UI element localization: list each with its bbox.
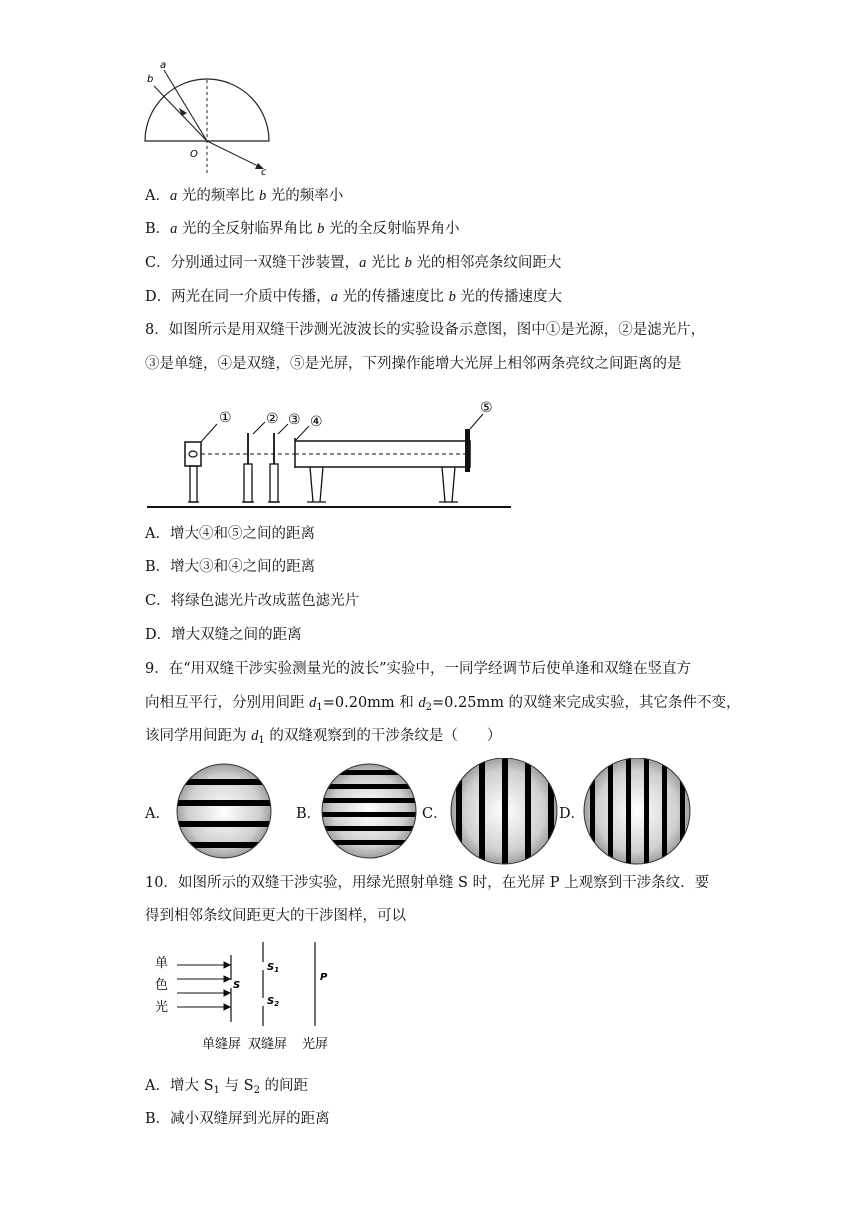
label-b: b [147, 74, 154, 85]
caption-double-slit: 双缝屏 [248, 1037, 288, 1052]
label-4: ④ [310, 414, 323, 430]
q8-stem-line2: ③是单缝，④是双缝，⑤是光屏，下列操作能增大光屏上相邻两条亮纹之间距离的是 [145, 356, 682, 372]
q10-option-a: A．增大 $S_1$ 与 $S_2$ 的间距 [145, 1078, 309, 1096]
screen [465, 429, 470, 472]
q8-option-a: A．增大④和⑤之间的距离 [145, 526, 315, 542]
label-a: a [160, 60, 167, 71]
q9-line1: 9．在“用双缝干涉实验测量光的波长”实验中，一同学经调节后使单逢和双缝在竖直方 [145, 661, 692, 677]
label-5: ⑤ [480, 400, 493, 416]
double-slit-apparatus-figure [145, 396, 515, 514]
ray-a [164, 70, 207, 141]
q7-option-c: C．分别通过同一双缝干涉装置，a 光比 b 光的相邻亮条纹间距大 [145, 255, 562, 271]
light-char-3: 光 [155, 1000, 169, 1015]
q10-option-b: B．减小双缝屏到光屏的距离 [145, 1111, 330, 1127]
ray-c [207, 141, 262, 168]
label-3: ③ [288, 412, 301, 428]
q8-stem-line1: 8．如图所示是用双缝干涉测光波波长的实验设备示意图，图中①是光源，②是滤光片， [145, 322, 706, 338]
q7-option-a: A．a 光的频率比 b 光的频率小 [145, 188, 344, 204]
double-slit-setup-figure [150, 940, 340, 1055]
fringe-label-b: B． [296, 806, 322, 822]
q8-option-b: B．增大③和④之间的距离 [145, 559, 316, 575]
q8-option-c: C．将绿色滤光片改成蓝色滤光片 [145, 593, 360, 609]
fringe-option-b [316, 764, 426, 858]
q10-line2: 得到相邻条纹间距更大的干涉图样，可以 [145, 908, 406, 924]
q7-option-b: B．a 光的全反射临界角比 b 光的全反射临界角小 [145, 221, 460, 237]
caption-light-screen: 光屏 [302, 1037, 329, 1052]
q10-line1: 10．如图所示的双缝干涉实验，用绿光照射单缝 S 时，在光屏 P 上观察到干涉条纹．要 [145, 875, 710, 891]
refraction-figure [140, 58, 275, 178]
label-s2: $S_2$ [267, 996, 280, 1008]
ray-b [154, 86, 207, 141]
fringe-label-c: C． [422, 806, 448, 822]
q8-option-d: D．增大双缝之间的距离 [145, 627, 302, 643]
ray-b-arrow [179, 108, 187, 116]
label-2: ② [266, 411, 279, 427]
label-c: c [261, 167, 267, 178]
label-s: S [233, 980, 241, 991]
light-char-2: 色 [155, 978, 169, 993]
lens-icon [189, 451, 197, 457]
label-p: P [320, 972, 328, 983]
label-1: ① [219, 410, 232, 426]
q9-line2: 向相互平行，分别用间距 $d_1=0.20mm$ 和 $d_2=0.25mm$ 的双缝来完成实验，其它条件不变， [145, 695, 741, 713]
fringe-option-c [451, 758, 557, 866]
q9-line3: 该同学用间距为 $d_1$ 的双缝观察到的干涉条纹是（ ） [145, 728, 502, 746]
tube [295, 438, 470, 468]
label-o: O [190, 149, 198, 160]
caption-single-slit: 单缝屏 [202, 1037, 242, 1052]
fringe-label-a: A． [145, 806, 170, 822]
fringe-label-d: D． [559, 806, 586, 822]
label-s1: $S_1$ [267, 962, 280, 974]
light-char-1: 单 [155, 956, 169, 971]
q7-option-d: D．两光在同一介质中传播，a 光的传播速度比 b 光的传播速度大 [145, 289, 562, 305]
fringe-option-d [584, 758, 690, 866]
light-source [185, 442, 201, 466]
